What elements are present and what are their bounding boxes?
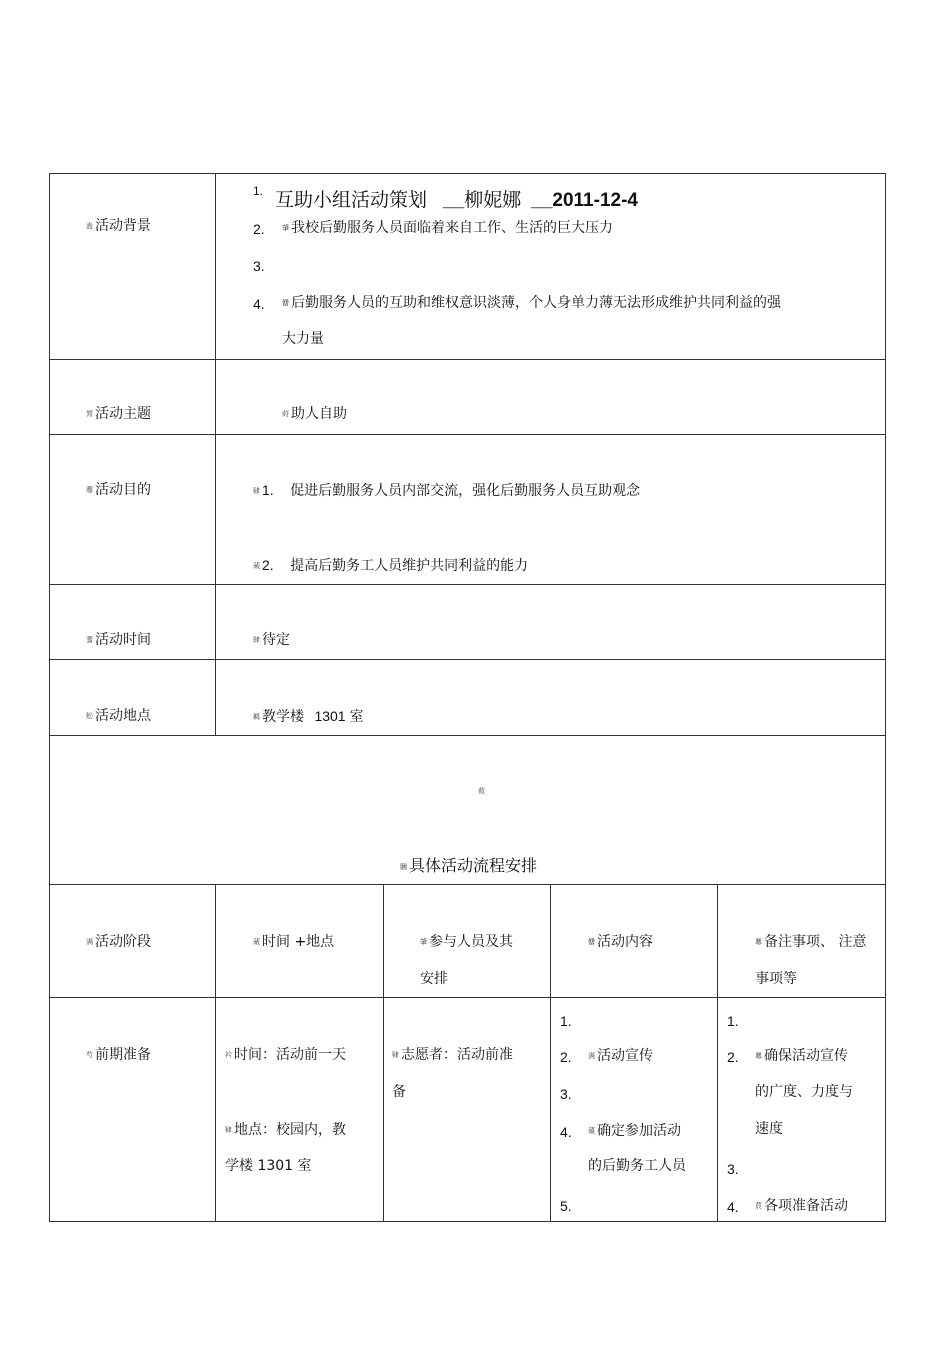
- column-header-participants: 肇 参与人员及其: [420, 934, 513, 950]
- list-number: 4.: [560, 1124, 572, 1140]
- row-label-background: 盍 活动背景: [86, 218, 151, 234]
- column-header-notes-line2: 事项等: [755, 971, 797, 987]
- document-title: [275, 189, 638, 212]
- glyph-marker: 羃: [755, 1052, 762, 1060]
- table-border-top: [49, 173, 886, 174]
- glyph-marker: 羃: [755, 938, 762, 946]
- column-divider: [550, 884, 551, 1222]
- column-header-time-place: 蒇 时间 +地点: [253, 934, 335, 950]
- glyph-marker: 衿: [225, 1051, 232, 1059]
- list-item: 蒇 2. 提高后勤务工人员维护共同利益的能力: [253, 557, 529, 574]
- schedule-heading: 膕 具体活动流程安排: [400, 856, 538, 875]
- table-border-bottom: [49, 1221, 886, 1222]
- list-number: 2.: [727, 1049, 739, 1065]
- glyph-marker: 蓍: [86, 636, 93, 644]
- glyph-marker: 肄: [392, 1051, 399, 1059]
- glyph-marker: 羁: [253, 713, 260, 721]
- list-number: 2.: [560, 1049, 572, 1065]
- glyph-marker: 蕿: [588, 1127, 595, 1135]
- column-divider: [717, 884, 718, 1222]
- row-divider: [49, 735, 886, 736]
- glyph-marker: 肇: [420, 938, 427, 946]
- row-divider: [49, 884, 886, 885]
- list-item-continuation: 大力量: [282, 331, 324, 347]
- notes-item: 莀 各项准备活动: [755, 1198, 848, 1214]
- title-date: 2011-12-4: [552, 190, 638, 211]
- glyph-marker: 肆: [253, 636, 260, 644]
- notes-item-continuation: 速度: [755, 1121, 783, 1137]
- time-cell: 衿 时间：活动前一天: [225, 1047, 346, 1063]
- glyph-marker: 莳: [282, 410, 289, 418]
- list-item: 肇 我校后勤服务人员面临着来自工作、生活的巨大压力: [282, 220, 613, 236]
- glyph-marker: 莀: [755, 1202, 762, 1210]
- row-label-time: 蓍 活动时间: [86, 632, 151, 648]
- column-divider: [215, 173, 216, 736]
- glyph-marker: 羀: [588, 938, 595, 946]
- time-value: 肆 待定: [253, 632, 290, 648]
- glyph-marker: 芍: [86, 1051, 93, 1059]
- row-divider: [49, 359, 886, 360]
- people-cell-line2: 备: [392, 1084, 406, 1100]
- glyph-marker: 盍: [86, 222, 93, 230]
- list-number: 3.: [560, 1086, 572, 1102]
- column-divider: [215, 884, 216, 1222]
- title-author: 柳妮娜: [464, 189, 522, 211]
- row-divider: [49, 584, 886, 585]
- title-number: 1.: [253, 184, 264, 198]
- column-divider: [383, 884, 384, 1222]
- column-header-participants-line2: 安排: [420, 971, 448, 987]
- row-label-place: 蚣 活动地点: [86, 708, 151, 724]
- list-number: 5.: [560, 1198, 572, 1214]
- row-divider: [49, 997, 886, 998]
- row-label-purpose: 蘼 活动目的: [86, 482, 151, 498]
- content-item: 蕿 确定参加活动: [588, 1123, 681, 1139]
- column-header-notes: 羃 备注事项、 注意: [755, 934, 867, 950]
- list-item: 肄 1. 促进后勤服务人员内部交流，强化后勤服务人员互助观念: [253, 482, 641, 499]
- glyph-marker: 蘼: [86, 486, 93, 494]
- glyph-marker: 肄: [253, 487, 260, 495]
- place-cell: 肄 地点：校园内，教: [225, 1122, 346, 1138]
- glyph-marker: 蚣: [86, 712, 93, 720]
- content-item-continuation: 的后勤务工人员: [588, 1158, 686, 1174]
- notes-item-continuation: 的广度、力度与: [755, 1084, 853, 1100]
- glyph-marker: 满: [86, 938, 93, 946]
- theme-value: 莳 助人自助: [282, 406, 347, 422]
- list-number: 4.: [253, 296, 265, 312]
- stage-cell: 芍 前期准备: [86, 1047, 151, 1063]
- list-number: 1.: [560, 1013, 572, 1029]
- glyph-marker: 羀: [282, 299, 289, 307]
- notes-item: 羃 确保活动宣传: [755, 1048, 848, 1064]
- column-header-content: 羀 活动内容: [588, 934, 653, 950]
- title-blank: __: [531, 190, 553, 211]
- title-blank: __: [443, 190, 465, 211]
- glyph-marker: 蒇: [253, 562, 260, 570]
- glyph-marker: 膂: [86, 410, 93, 418]
- row-divider: [49, 434, 886, 435]
- list-number: 2.: [253, 221, 265, 237]
- list-item: 羀 后勤服务人员的互助和维权意识淡薄，个人身单力薄无法形成维护共同利益的强: [282, 295, 781, 311]
- title-main: 互助小组活动策划: [275, 189, 428, 211]
- list-number: 4.: [727, 1199, 739, 1215]
- people-cell: 肄 志愿者：活动前准: [392, 1047, 513, 1063]
- row-divider: [49, 659, 886, 660]
- row-label-theme: 膂 活动主题: [86, 406, 151, 422]
- content-item: 满 活动宣传: [588, 1048, 653, 1064]
- glyph-marker: 蒇: [253, 938, 260, 946]
- small-mark: 莜: [478, 787, 485, 795]
- list-number: 3.: [727, 1161, 739, 1177]
- glyph-marker: 肇: [282, 224, 289, 232]
- place-value: 羁 教学楼 1301 室: [253, 708, 364, 725]
- table-border-left: [49, 173, 50, 1222]
- column-header-stage: 满 活动阶段: [86, 934, 151, 950]
- place-cell-line2: 学楼 1301 室: [225, 1158, 312, 1174]
- table-border-right: [885, 173, 886, 1222]
- list-number: 3.: [253, 258, 265, 274]
- glyph-marker: 膕: [400, 862, 407, 871]
- list-number: 1.: [727, 1013, 739, 1029]
- glyph-marker: 肄: [225, 1126, 232, 1134]
- glyph-marker: 满: [588, 1052, 595, 1060]
